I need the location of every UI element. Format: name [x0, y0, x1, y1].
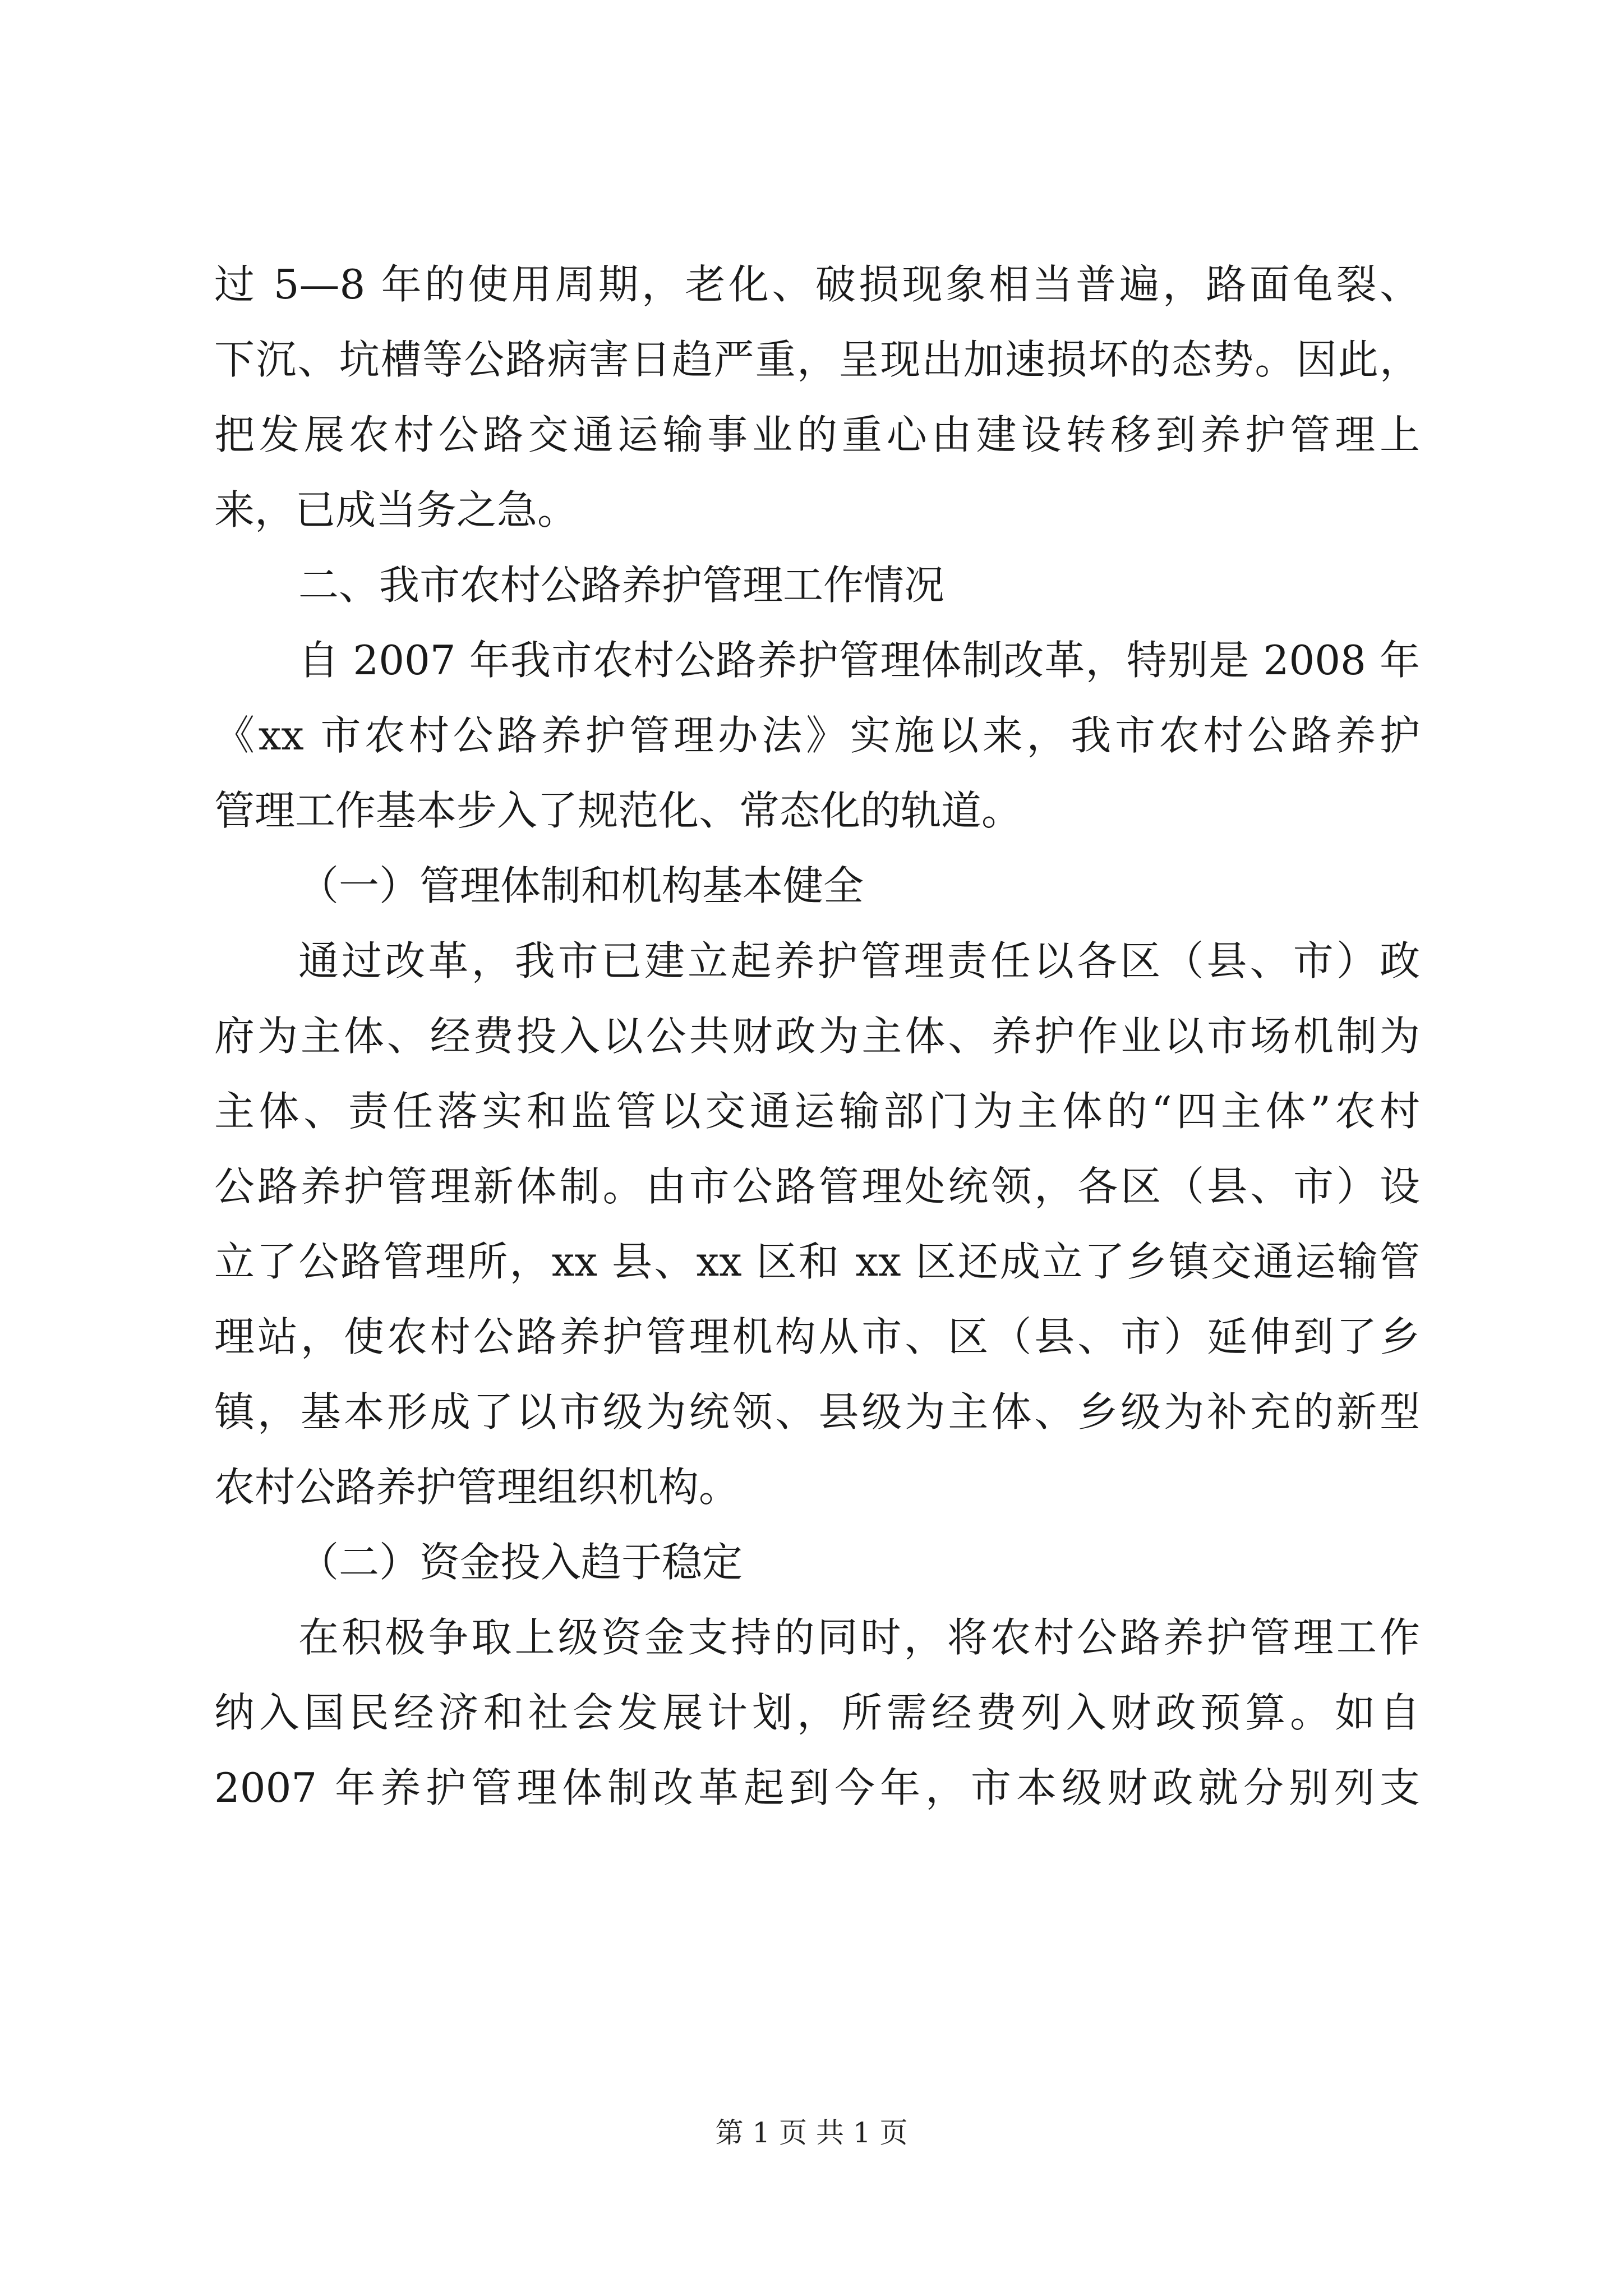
paragraph-line: 过 5—8 年的使用周期，老化、破损现象相当普遍，路面龟裂、 [214, 261, 1420, 308]
paragraph-line: 来，已成当务之急。 [214, 486, 578, 533]
paragraph-line: 《xx 市农村公路养护管理办法》实施以来，我市农村公路养护 [214, 712, 1420, 759]
paragraph-line: 农村公路养护管理组织机构。 [214, 1464, 740, 1511]
subsection-heading: （一）管理体制和机构基本健全 [298, 862, 864, 909]
paragraph-line: 府为主体、经费投入以公共财政为主体、养护作业以市场机制为 [214, 1013, 1420, 1060]
document-body [214, 247, 1420, 1825]
subsection-heading: （二）资金投入趋于稳定 [298, 1539, 743, 1586]
paragraph-line: 2007 年养护管理体制改革起到今年，市本级财政就分别列支 [214, 1764, 1420, 1811]
paragraph-line: 纳入国民经济和社会发展计划，所需经费列入财政预算。如自 [214, 1689, 1420, 1736]
paragraph-line: 通过改革，我市已建立起养护管理责任以各区（县、市）政 [298, 937, 1420, 984]
page-number-footer: 第 1 页 共 1 页 [715, 2116, 908, 2149]
paragraph-line: 公路养护管理新体制。由市公路管理处统领，各区（县、市）设 [214, 1163, 1420, 1210]
paragraph-line: 主体、责任落实和监管以交通运输部门为主体的“四主体”农村 [214, 1088, 1420, 1135]
paragraph-line: 把发展农村公路交通运输事业的重心由建设转移到养护管理上 [214, 411, 1420, 458]
paragraph-line: 管理工作基本步入了规范化、常态化的轨道。 [214, 787, 1022, 834]
paragraph-line: 在积极争取上级资金支持的同时，将农村公路养护管理工作 [298, 1614, 1420, 1661]
section-heading: 二、我市农村公路养护管理工作情况 [298, 562, 945, 609]
paragraph-line: 自 2007 年我市农村公路养护管理体制改革，特别是 2008 年 [298, 637, 1420, 684]
paragraph-line: 理站，使农村公路养护管理机构从市、区（县、市）延伸到了乡 [214, 1313, 1420, 1360]
paragraph-line: 下沉、坑槽等公路病害日趋严重，呈现出加速损坏的态势。因此， [214, 336, 1420, 383]
paragraph-line: 立了公路管理所，xx 县、xx 区和 xx 区还成立了乡镇交通运输管 [214, 1238, 1420, 1285]
paragraph-line: 镇，基本形成了以市级为统领、县级为主体、乡级为补充的新型 [214, 1388, 1420, 1435]
